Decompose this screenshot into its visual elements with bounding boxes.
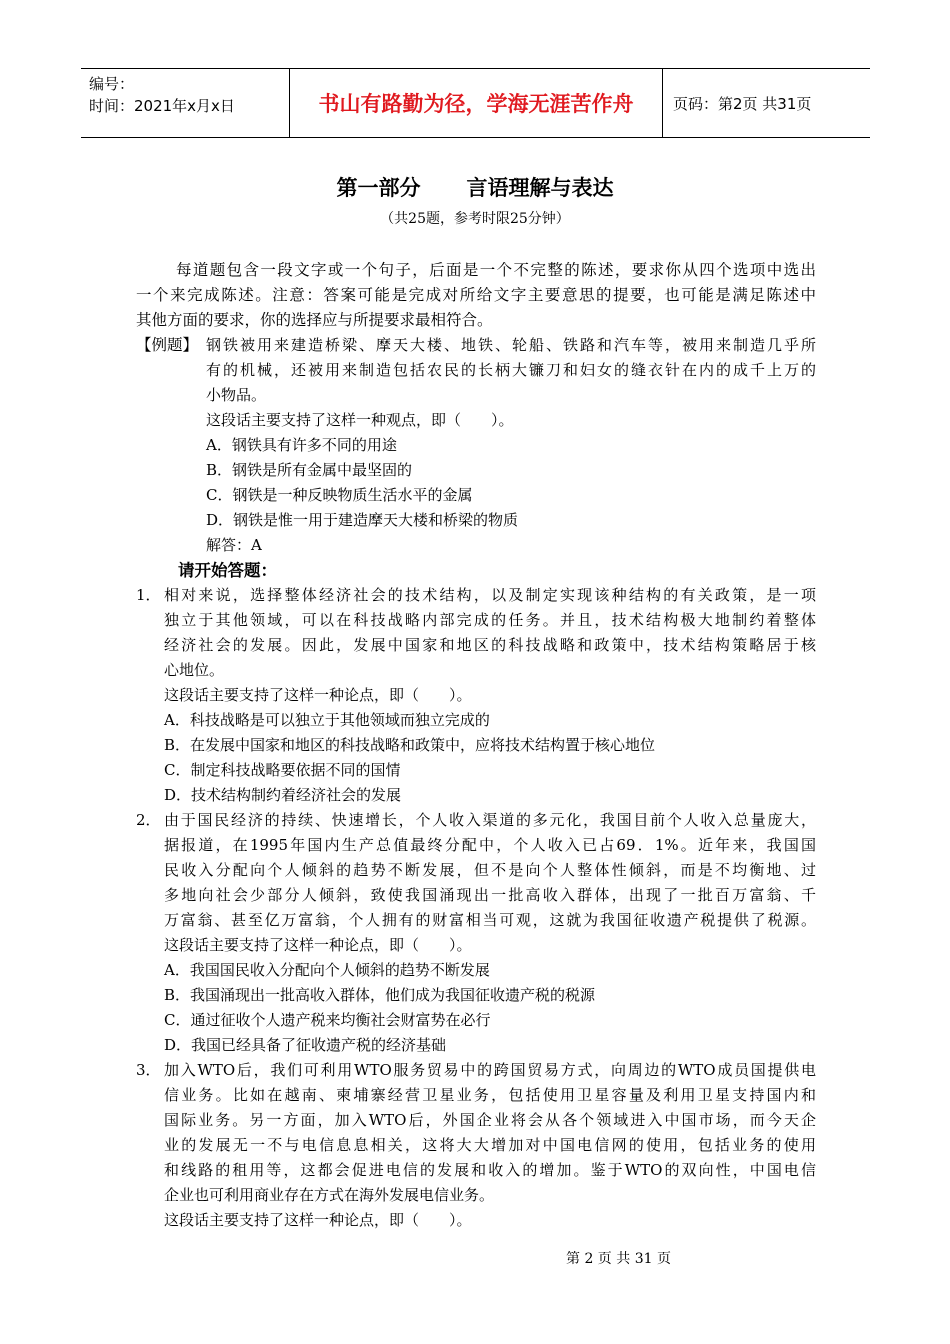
page-header bbox=[81, 68, 870, 138]
question-option: B．在发展中国家和地区的科技战略和政策中，应将技术结构置于核心地位 bbox=[164, 736, 656, 754]
question-line: 相对来说，选择整体经济社会的技术结构，以及制定实现该种结构的有关政策，是一项 bbox=[164, 586, 816, 604]
question-option: D．我国已经具备了征收遗产税的经济基础 bbox=[164, 1036, 447, 1054]
question-item bbox=[136, 808, 816, 1058]
instruction-line: 每道题包含一段文字或一个句子，后面是一个不完整的陈述，要求你从四个选项中选出 bbox=[176, 261, 816, 279]
page-footer: 第 2 页 共 31 页 bbox=[566, 1251, 671, 1267]
question-line: 万富翁、甚至亿万富翁，个人拥有的财富相当可观，这就为我国征收遗产税提供了税源。 bbox=[164, 911, 816, 929]
question-item bbox=[136, 583, 816, 808]
question-line: 据报道，在1995年国内生产总值最终分配中，个人收入已占69．1%。近年来，我国国 bbox=[164, 836, 816, 854]
question-number: 3． bbox=[136, 1061, 161, 1079]
question-line: 由于国民经济的持续、快速增长，个人收入渠道的多元化，我国目前个人收入总量庞大， bbox=[164, 811, 816, 829]
example-prompt: 这段话主要支持了这样一种观点，即（ ）。 bbox=[206, 411, 514, 429]
section-title-name: 言语理解与表达 bbox=[466, 176, 614, 200]
header-number-label: 编号： bbox=[89, 75, 135, 93]
question-body bbox=[164, 583, 816, 808]
section-title bbox=[0, 172, 950, 202]
question-option: C．通过征收个人遗产税来均衡社会财富势在必行 bbox=[164, 1011, 491, 1029]
example-line: 有的机械，还被用来制造包括农民的长柄大镰刀和妇女的缝衣针在内的成千上万的 bbox=[206, 361, 816, 379]
example-body bbox=[206, 333, 816, 558]
question-prompt: 这段话主要支持了这样一种论点，即（ ）。 bbox=[164, 686, 472, 704]
question-line: 多地向社会少部分人倾斜，致使我国涌现出一批高收入群体，出现了一批百万富翁、千 bbox=[164, 886, 816, 904]
example-block bbox=[136, 333, 816, 558]
question-prompt: 这段话主要支持了这样一种论点，即（ ）。 bbox=[164, 1211, 472, 1229]
question-line: 国际业务。另一方面，加入WTO后，外国企业将会从各个领域进入中国市场，而今天企 bbox=[164, 1111, 816, 1129]
question-line: 民收入分配向个人倾斜的趋势不断发展，但不是向个人整体性倾斜，而是不均衡地、过 bbox=[164, 861, 816, 879]
question-body bbox=[164, 1058, 816, 1233]
question-item bbox=[136, 1058, 816, 1233]
question-body bbox=[164, 808, 816, 1058]
question-line: 经济社会的发展。因此，发展中国家和地区的科技战略和政策中，技术结构策略居于核 bbox=[164, 636, 816, 654]
example-answer: 解答：A bbox=[206, 536, 262, 554]
question-number: 2． bbox=[136, 811, 161, 829]
question-line: 信业务。比如在越南、柬埔寨经营卫星业务，包括使用卫星容量及利用卫星支持国内和 bbox=[164, 1086, 816, 1104]
header-page-info: 页码：第2页 共31页 bbox=[673, 94, 812, 113]
example-option: D．钢铁是惟一用于建造摩天大楼和桥梁的物质 bbox=[206, 511, 519, 529]
question-line: 和线路的租用等，这都会促进电信的发展和收入的增加。鉴于WTO的双向性，中国电信 bbox=[164, 1161, 816, 1179]
header-motto: 书山有路勤为径，学海无涯苦作舟 bbox=[290, 69, 663, 137]
instruction-line: 其他方面的要求，你的选择应与所提要求最相符合。 bbox=[136, 311, 493, 329]
example-label: 【例题】 bbox=[136, 336, 199, 354]
instructions bbox=[136, 258, 816, 333]
example-option: A．钢铁具有许多不同的用途 bbox=[206, 436, 397, 454]
header-meta bbox=[81, 69, 290, 137]
question-option: A．科技战略是可以独立于其他领域而独立完成的 bbox=[164, 711, 490, 729]
header-time-label: 时间：2021年x月x日 bbox=[89, 97, 235, 115]
question-prompt: 这段话主要支持了这样一种论点，即（ ）。 bbox=[164, 936, 472, 954]
question-number: 1． bbox=[136, 586, 161, 604]
start-label: 请开始答题： bbox=[178, 561, 277, 580]
section-title-part: 第一部分 bbox=[336, 176, 421, 200]
question-option: D．技术结构制约着经济社会的发展 bbox=[164, 786, 402, 804]
question-option: A．我国国民收入分配向个人倾斜的趋势不断发展 bbox=[164, 961, 490, 979]
example-option: B．钢铁是所有金属中最坚固的 bbox=[206, 461, 413, 479]
example-line: 小物品。 bbox=[206, 386, 267, 404]
example-line: 钢铁被用来建造桥梁、摩天大楼、地铁、轮船、铁路和汽车等，被用来制造几乎所 bbox=[206, 336, 816, 354]
question-option: B．我国涌现出一批高收入群体，他们成为我国征收遗产税的税源 bbox=[164, 986, 596, 1004]
question-line: 心地位。 bbox=[164, 661, 225, 679]
example-option: C．钢铁是一种反映物质生活水平的金属 bbox=[206, 486, 473, 504]
instruction-line: 一个来完成陈述。注意：答案可能是完成对所给文字主要意思的提要，也可能是满足陈述中 bbox=[136, 286, 816, 304]
document-body bbox=[136, 258, 816, 1233]
question-line: 加入WTO后，我们可利用WTO服务贸易中的跨国贸易方式，向周边的WTO成员国提供电 bbox=[164, 1061, 816, 1079]
question-line: 独立于其他领域，可以在科技战略内部完成的任务。并且，技术结构极大地制约着整体 bbox=[164, 611, 816, 629]
question-line: 业的发展无一不与电信息息相关，这将大大增加对中国电信网的使用，包括业务的使用 bbox=[164, 1136, 816, 1154]
question-option: C．制定科技战略要依据不同的国情 bbox=[164, 761, 401, 779]
section-subtitle: （共25题，参考时限25分钟） bbox=[380, 211, 570, 227]
question-line: 企业也可利用商业存在方式在海外发展电信业务。 bbox=[164, 1186, 495, 1204]
